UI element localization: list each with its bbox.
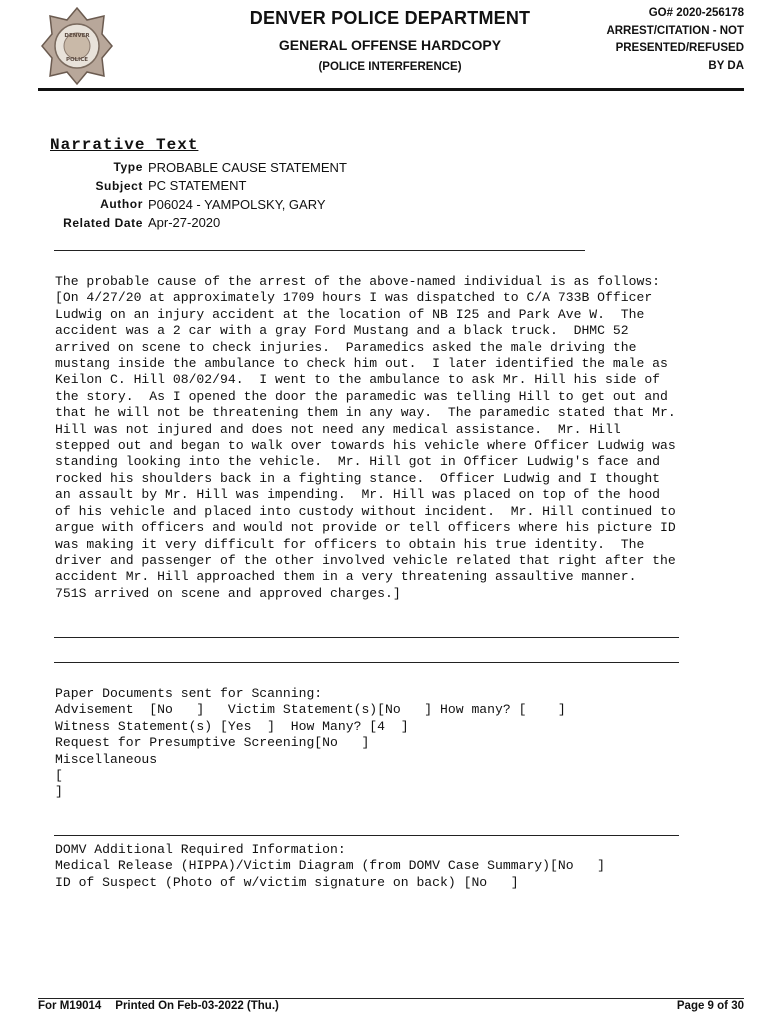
- documents-line: Advisement [No ] Victim Statement(s)[No ] How many? [ ]: [55, 702, 566, 718]
- divider-line: [54, 637, 679, 638]
- divider-line: [54, 250, 585, 251]
- narrative-line: driver and passenger of the other involved vehicle related that right after the: [55, 552, 676, 568]
- svg-text:POLICE: POLICE: [65, 57, 89, 63]
- documents-line: Witness Statement(s) [Yes ] How Many? [4 ]: [55, 718, 409, 734]
- meta-label: Related Date: [63, 215, 143, 230]
- narrative-line: arrived on scene to check injuries. Paramedics asked the male driving the: [55, 339, 637, 355]
- page-footer: [38, 1000, 744, 1012]
- police-badge-logo: [40, 6, 114, 86]
- report-subtitle: GENERAL OFFENSE HARDCOPY: [278, 37, 502, 53]
- meta-row-author: [40, 195, 347, 214]
- narrative-line: argue with officers and would not provide or tell officers where his picture ID: [55, 520, 676, 536]
- narrative-line: Ludwig on an injury accident at the location of NB I25 and Park Ave W. The: [55, 306, 645, 322]
- meta-row-subject: [40, 177, 347, 196]
- narrative-line: The probable cause of the arrest of the above-named individual is as follows:: [55, 274, 661, 289]
- documents-line: ]: [55, 784, 63, 800]
- meta-row-related-date: [40, 214, 347, 233]
- narrative-meta: [40, 158, 347, 232]
- narrative-line: Keilon C. Hill 08/02/94. I went to the ambulance to ask Mr. Hill his side of: [55, 372, 661, 388]
- meta-label: Subject: [95, 178, 143, 193]
- narrative-line: accident Mr. Hill approached them in a very threatening assaultive manner.: [55, 569, 637, 585]
- offense-type: (POLICE INTERFERENCE): [318, 61, 462, 73]
- footer-divider: [38, 998, 744, 999]
- svg-text:DENVER: DENVER: [64, 33, 90, 39]
- meta-value: Apr-27-2020: [148, 215, 221, 231]
- narrative-line: the story. As I opened the door the paramedic was telling Hill to get out and: [55, 388, 668, 404]
- narrative-line: of his vehicle and placed into custody without incident. Mr. Hill continued to: [55, 503, 676, 519]
- header-divider: [38, 88, 744, 91]
- narrative-line: mustang inside the ambulance to check him out. I later identified the male as: [55, 356, 668, 372]
- domv-info-block: [55, 842, 605, 891]
- printed-for: For M19014: [38, 1000, 102, 1012]
- section-title: Narrative Text: [50, 136, 199, 154]
- case-status-line: ARREST/CITATION - NOT: [606, 24, 744, 37]
- documents-line: Miscellaneous: [55, 751, 158, 767]
- narrative-body: [55, 274, 676, 602]
- header-center: [200, 8, 580, 73]
- divider-line: [54, 662, 679, 663]
- documents-line: Paper Documents sent for Scanning:: [55, 686, 323, 701]
- page-number: Page 9 of 30: [676, 1000, 744, 1012]
- documents-line: [: [55, 768, 63, 784]
- narrative-line: [On 4/27/20 at approximately 1709 hours I was dispatched to C/A 733B Officer: [55, 290, 653, 306]
- narrative-line: an assault by Mr. Hill was impending. Mr. Hill was placed on top of the hood: [55, 487, 661, 503]
- narrative-line: rocked his shoulders back in a fighting stance. Officer Ludwig and I thought: [55, 470, 661, 486]
- meta-value: PC STATEMENT: [148, 178, 247, 194]
- documents-line: Request for Presumptive Screening[No ]: [55, 735, 370, 751]
- narrative-line: standing looking into the vehicle. Mr. Hill got in Officer Ludwig's face and: [55, 454, 661, 470]
- narrative-line: Hill was not injured and does not need any medical assistance. Mr. Hill: [55, 421, 621, 437]
- narrative-line: stepped out and began to walk over towards his vehicle where Officer Ludwig was: [55, 438, 676, 454]
- meta-label: Author: [100, 197, 143, 212]
- domv-line: DOMV Additional Required Information:: [55, 842, 346, 857]
- case-info: [564, 5, 744, 75]
- domv-line: ID of Suspect (Photo of w/victim signature on back) [No ]: [55, 874, 519, 890]
- domv-line: Medical Release (HIPPA)/Victim Diagram (from DOMV Case Summary)[No ]: [55, 858, 606, 874]
- narrative-line: accident was a 2 car with a gray Ford Mustang and a black truck. DHMC 52: [55, 323, 629, 339]
- case-number: GO# 2020-256178: [648, 7, 744, 19]
- meta-label: Type: [113, 160, 143, 175]
- narrative-line: 751S arrived on scene and approved charges.]: [55, 585, 401, 601]
- narrative-line: was making it very difficult for officers to obtain his true identity. The: [55, 536, 645, 552]
- narrative-line: that he will not be threatening them in any way. The paramedic stated that Mr.: [55, 405, 676, 421]
- case-status-line: PRESENTED/REFUSED: [615, 42, 744, 54]
- department-title: DENVER POLICE DEPARTMENT: [249, 8, 531, 28]
- meta-value: P06024 - YAMPOLSKY, GARY: [148, 196, 326, 212]
- case-status-line: BY DA: [708, 59, 744, 72]
- printed-date: Printed On Feb-03-2022 (Thu.): [115, 1000, 279, 1012]
- meta-row-type: [40, 158, 347, 177]
- divider-line: [54, 835, 679, 836]
- meta-value: PROBABLE CAUSE STATEMENT: [148, 159, 347, 175]
- scanned-documents-block: [55, 686, 566, 801]
